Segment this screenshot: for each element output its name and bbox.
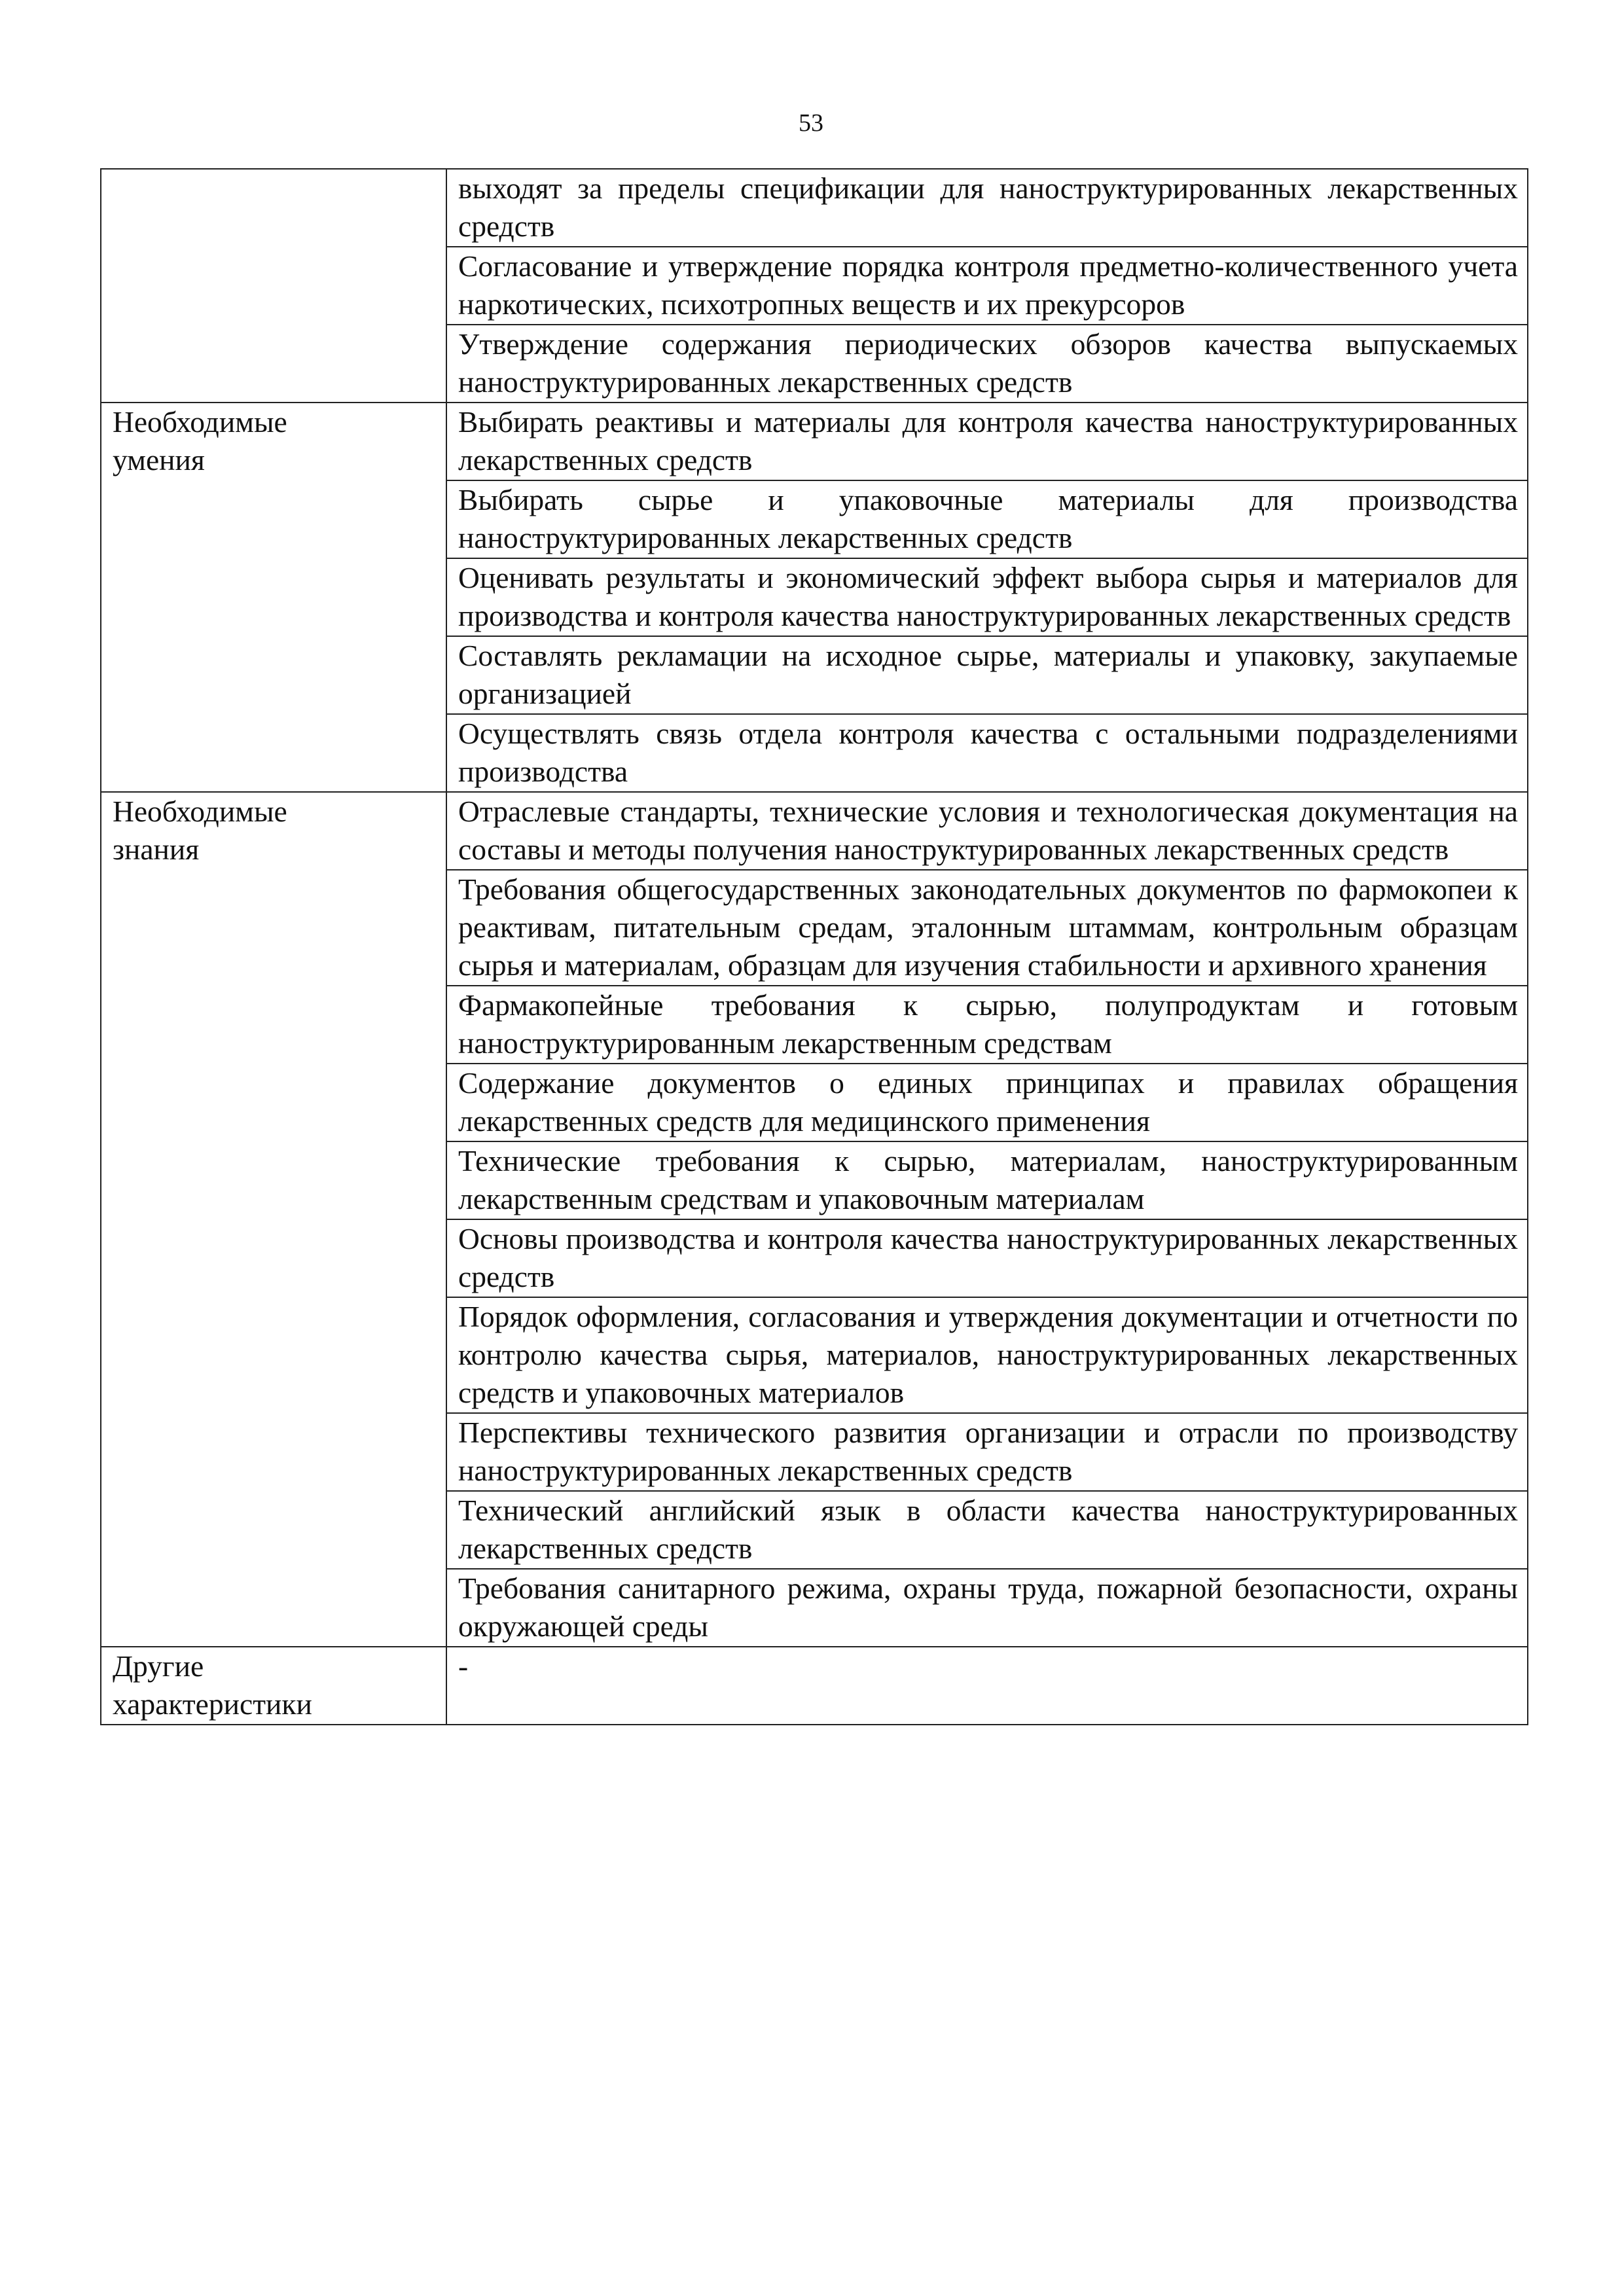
table-row — [101, 403, 1528, 480]
table-cell: Перспективы технического развития организации и отрасли по производству наноструктурированных лекарственных средств — [446, 1413, 1528, 1491]
table-row — [101, 169, 1528, 247]
label-line: Необходимые — [113, 405, 287, 439]
table-cell: Составлять рекламации на исходное сырье, материалы и упаковку, закупаемые организацией — [446, 636, 1528, 714]
table-cell: Фармакопейные требования к сырью, полупродуктам и готовым наноструктурированным лекарственным средствам — [446, 986, 1528, 1064]
label-line: характеристики — [113, 1687, 312, 1721]
table-cell: Порядок оформления, согласования и утверждения документации и отчетности по контролю качества сырья, материалов, наноструктурированных лекарственных средств и упаковочных материалов — [446, 1297, 1528, 1413]
table-cell: Основы производства и контроля качества наноструктурированных лекарственных средств — [446, 1219, 1528, 1297]
table-cell: Содержание документов о единых принципах и правилах обращения лекарственных средств для медицинского применения — [446, 1064, 1528, 1141]
section-label — [101, 169, 446, 403]
table-cell: Технические требования к сырью, материалам, наноструктурированным лекарственным средствам и упаковочным материалам — [446, 1141, 1528, 1219]
table-cell: Отраслевые стандарты, технические условия и технологическая документация на составы и методы получения наноструктурированных лекарственных средств — [446, 792, 1528, 870]
table-cell: Требования общегосударственных законодательных документов по фармокопеи к реактивам, питательным средам, эталонным штаммам, контрольным образцам сырья и материалам, образцам для изучения стабильности и архивного хранения — [446, 870, 1528, 986]
table-cell: Осуществлять связь отдела контроля качества с остальными подразделениями производства — [446, 714, 1528, 792]
competency-table — [100, 168, 1528, 1725]
table-cell: Выбирать сырье и упаковочные материалы для производства наноструктурированных лекарственных средств — [446, 480, 1528, 558]
page-number: 53 — [799, 109, 823, 137]
section-label-skills — [101, 403, 446, 792]
table-cell: Выбирать реактивы и материалы для контроля качества наноструктурированных лекарственных средств — [446, 403, 1528, 480]
table-cell: Технический английский язык в области качества наноструктурированных лекарственных средств — [446, 1491, 1528, 1569]
label-line: Необходимые — [113, 795, 287, 828]
table-cell: Согласование и утверждение порядка контроля предметно-количественного учета наркотических, психотропных веществ и их прекурсоров — [446, 247, 1528, 325]
label-line: умения — [113, 443, 205, 476]
label-line: Другие — [113, 1649, 204, 1683]
table-cell: выходят за пределы спецификации для наноструктурированных лекарственных средств — [446, 169, 1528, 247]
table-cell: Оценивать результаты и экономический эффект выбора сырья и материалов для производства и контроля качества наноструктурированных лекарственных средств — [446, 558, 1528, 636]
table-cell: Утверждение содержания периодических обзоров качества выпускаемых наноструктурированных лекарственных средств — [446, 325, 1528, 403]
table-cell: Требования санитарного режима, охраны труда, пожарной безопасности, охраны окружающей среды — [446, 1569, 1528, 1647]
section-label-knowledge — [101, 792, 446, 1647]
table-cell: - — [446, 1647, 1528, 1725]
section-label-other — [101, 1647, 446, 1725]
table-row — [101, 792, 1528, 870]
label-line: знания — [113, 833, 200, 866]
table-row — [101, 1647, 1528, 1725]
